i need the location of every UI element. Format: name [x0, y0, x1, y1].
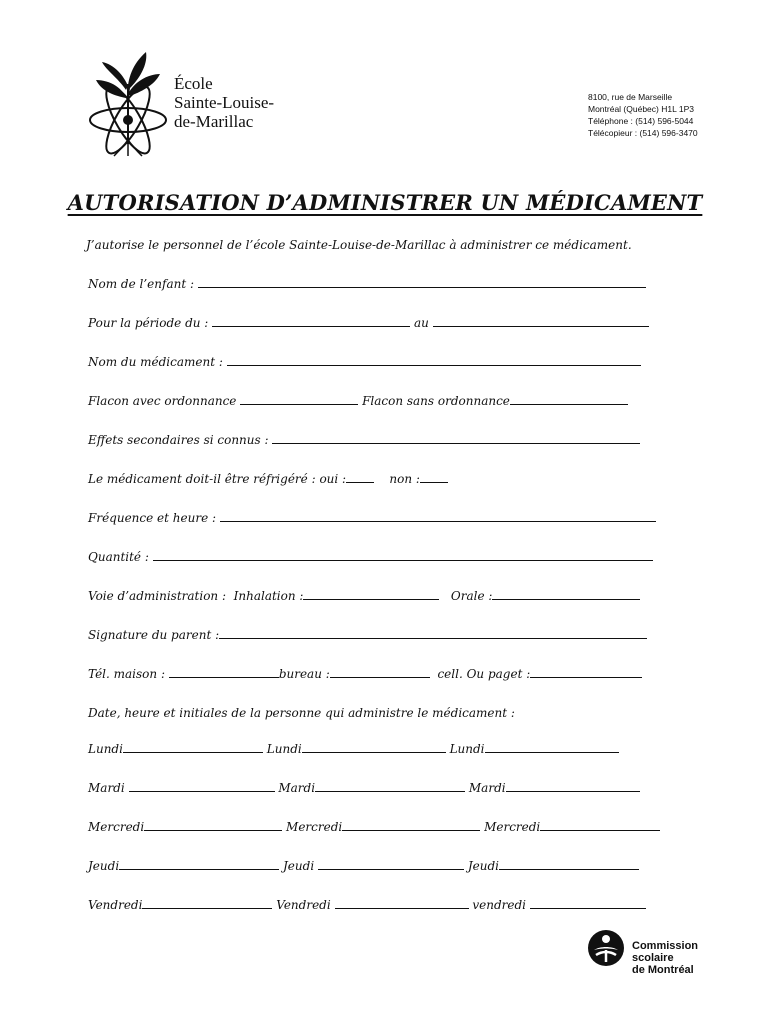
tuesday-entry-2[interactable]: [315, 781, 465, 792]
refrigeration-row: Le médicament doit-il être réfrigéré : oui : non :: [88, 472, 448, 486]
friday-entry-2[interactable]: [335, 898, 469, 909]
form-title: AUTORISATION D’ADMINISTRER UN MÉDICAMENT: [67, 190, 703, 215]
wednesday-entry-1[interactable]: [144, 820, 282, 831]
oral-field[interactable]: [492, 589, 640, 600]
wednesday-entry-3[interactable]: [540, 820, 660, 831]
signature-row: Signature du parent :: [88, 628, 647, 642]
parent-signature-field[interactable]: [219, 628, 647, 639]
child-name-field[interactable]: [198, 277, 646, 288]
thursday-entry-1[interactable]: [119, 859, 279, 870]
day-row-friday: Vendredi Vendredi vendredi: [88, 898, 646, 912]
friday-entry-3[interactable]: [530, 898, 646, 909]
thursday-entry-2[interactable]: [318, 859, 464, 870]
period-row: Pour la période du : au: [88, 316, 649, 330]
monday-entry-1[interactable]: [123, 742, 263, 753]
cell-phone-field[interactable]: [530, 667, 642, 678]
quantity-field[interactable]: [153, 550, 653, 561]
period-end-field[interactable]: [433, 316, 649, 327]
intro-text: J’autorise le personnel de l’école Sainte-Louise-de-Marillac à administrer ce médicament.: [86, 238, 632, 252]
frequency-field[interactable]: [220, 511, 656, 522]
refrigerated-yes-field[interactable]: [346, 472, 374, 483]
day-row-monday: Lundi Lundi Lundi: [88, 742, 619, 756]
side-effects-row: Effets secondaires si connus :: [88, 433, 640, 447]
quantity-row: Quantité :: [88, 550, 653, 564]
day-row-tuesday: Mardi Mardi Mardi: [88, 781, 640, 795]
phone-row: Tél. maison : bureau : cell. Ou paget :: [88, 667, 642, 681]
home-phone-field[interactable]: [169, 667, 279, 678]
plant-atom-logo-icon: [88, 44, 168, 159]
drug-name-field[interactable]: [227, 355, 641, 366]
work-phone-field[interactable]: [330, 667, 430, 678]
tuesday-entry-3[interactable]: [506, 781, 640, 792]
school-address: 8100, rue de Marseille Montréal (Québec) H1L 1P3 Téléphone : (514) 596-5044 Télécopieur : (514) 596-3470: [588, 92, 698, 138]
school-logo: [88, 44, 288, 164]
drug-name-row: Nom du médicament :: [88, 355, 641, 369]
csdm-logo: [586, 926, 716, 982]
wednesday-entry-2[interactable]: [342, 820, 480, 831]
monday-entry-3[interactable]: [485, 742, 619, 753]
log-heading: Date, heure et initiales de la personne qui administre le médicament :: [88, 706, 515, 720]
day-row-wednesday: Mercredi Mercredi Mercredi: [88, 820, 660, 834]
csdm-emblem-icon: [586, 928, 626, 968]
monday-entry-2[interactable]: [302, 742, 446, 753]
bottle-row: Flacon avec ordonnance Flacon sans ordonnance: [88, 394, 628, 408]
child-name-row: Nom de l’enfant :: [88, 277, 646, 291]
thursday-entry-3[interactable]: [499, 859, 639, 870]
inhalation-field[interactable]: [303, 589, 439, 600]
side-effects-field[interactable]: [272, 433, 640, 444]
day-row-thursday: Jeudi Jeudi Jeudi: [88, 859, 639, 873]
tuesday-entry-1[interactable]: [129, 781, 275, 792]
school-name: École Sainte-Louise- de-Marillac: [174, 74, 275, 131]
csdm-name: Commission scolaire de Montréal: [632, 940, 699, 976]
route-row: Voie d’administration : Inhalation : Orale :: [88, 589, 640, 603]
with-prescription-field[interactable]: [240, 394, 358, 405]
friday-entry-1[interactable]: [142, 898, 272, 909]
refrigerated-no-field[interactable]: [420, 472, 448, 483]
without-prescription-field[interactable]: [510, 394, 628, 405]
frequency-row: Fréquence et heure :: [88, 511, 656, 525]
period-start-field[interactable]: [212, 316, 410, 327]
